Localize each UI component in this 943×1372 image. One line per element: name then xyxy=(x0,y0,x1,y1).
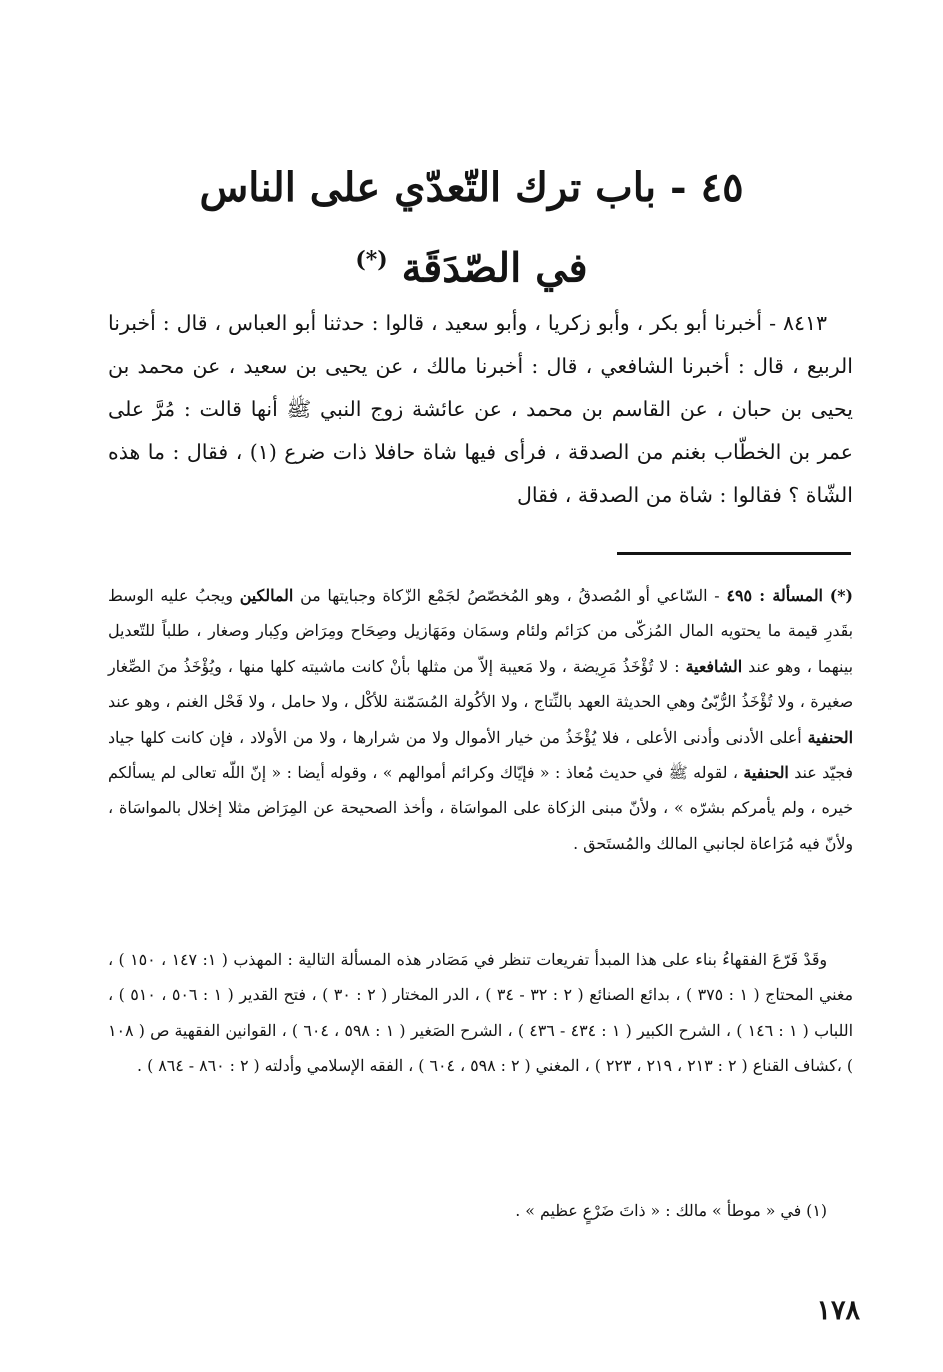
title-note-marker: (*) xyxy=(355,247,388,273)
term-owners: المالكين xyxy=(239,586,294,605)
hadith-number: ٨٤١٣ - xyxy=(769,311,827,335)
footnote-1-text: (١) في « موطأ » مالك : « ذاتَ ضَرْعٍ عظيم » . xyxy=(515,1201,827,1220)
term-hanafi-second: الحنفية xyxy=(743,763,789,783)
page-number: ١٧٨ xyxy=(816,1295,860,1326)
sources-paragraph xyxy=(108,942,853,1084)
hadith-text-continued: ، فقال : ما هذه الشّاة ؟ فقالوا : شاة من الصدقة ، فقال xyxy=(108,440,853,507)
footnote-reference: (١) xyxy=(249,440,277,464)
issue-label: المسألة : ٤٩٥ xyxy=(726,586,823,605)
issue-text-c: : لا تُؤْخَذُ مَرِيضة ، ولا مَعيبة إلاّ من مثلها بأنْ كانت ماشيته كلها منها ، ويُؤْخَذُ منَ الصِّغار صغيرة ، ولا تُؤْخَذُ الرُّبّىُ وهي الحديثة العهد بالنِّتاج ، ولا الأكُولة المُسَمّنة للأكْل ، ولا حامل ، ولا فَحْل الغنم ، وهو عند xyxy=(108,656,853,712)
chapter-title-line2: في الصّدَقَة xyxy=(401,244,588,292)
chapter-title: ٤٥ - باب ترك التّعدّي على الناس xyxy=(199,164,744,211)
hadith-paragraph xyxy=(108,302,853,517)
term-shafii: الشافعية xyxy=(685,656,743,676)
issue-text-a: - السّاعي أو المُصدقُ ، وهو المُخصّصُ لجَمْع الزّكاة وجبايتها من xyxy=(300,586,720,605)
footnote-1 xyxy=(108,1193,853,1228)
issue-footnote xyxy=(108,578,853,861)
sources-text: وقَدْ فَرّعَ الفقهاءُ بناء على هذا المبدأ تفريعات تنظر في مَصَادر هذه المسألة التالية : المهذب ( ١: ١٤٧ ، ١٥٠ ) ، مغني المحتاج ( ١ : ٣٧٥ ) ، بدائع الصنائع ( ٢ : ٣٢ - ٣٤ ) ، الدر المختار ( ٢ : ٣٠ ) ، فتح القدير ( ١ : ٥٠٦ ، ٥١٠ ) ، اللباب ( ١ : ١٤٦ ) ، الشرح الكبير ( ١ : ٤٣٤ - ٤٣٦ ) ، الشرح الصَغير ( ١ : ٥٩٨ ، ٦٠٤ ) ، القوانين الفقهية ص ( ١٠٨ ) ،كشاف القناع ( ٢ : ٢١٣ ، ٢١٩ ، ٢٢٣ ) ، المغني ( ٢ : ٥٩٨ ، ٦٠٤ ) ، الفقه الإسلامي وأدلته ( ٢ : ٨٦٠ - ٨٦٤ ) . xyxy=(108,950,853,1076)
issue-text-d: أعلى الأدنى وأدنى الأعلى ، فلا يُؤْخَذُ من خيار الأموال ولا من شرارها ، ولا من الأولاد ، فإن كانت كلها جياد فجيّد عند xyxy=(108,727,853,783)
issue-marker: (*) xyxy=(829,586,853,605)
footnote-separator xyxy=(617,552,851,555)
chapter-title-continued xyxy=(100,232,843,296)
term-hanafi: الحنفية xyxy=(807,727,853,747)
issue-text-b: ويجبُ عليه الوسط بقَدرِ قيمة ما يحتويه المال المُزكّى من كرَائم ولئام وسمَان ومَهَازيل وصِحَاح ومِرَاض وكِبار وصغار ، طلباً للتّعديل بينهما ، وهو عند xyxy=(108,586,853,676)
hadith-text: أخبرنا أبو بكر ، وأبو زكريا ، وأبو سعيد ، قالوا : حدثنا أبو العباس ، قال : أخبرنا الربيع ، قال : أخبرنا الشافعي ، قال : أخبرنا مالك ، عن يحيى بن سعيد ، عن محمد بن يحيى بن حبان ، عن القاسم بن محمد ، عن عائشة زوج النبي ﷺ أنها قالت : مُرَّ على عمر بن الخطّاب بغنم من الصدقة ، فرأى فيها شاة حافلا ذات ضرع xyxy=(108,311,853,464)
issue-text-e: ، لقوله ﷺ في حديث مُعاذ : « فإيّاك وكرائم أموالهم » ، وقوله أيضا : « إنّ اللّه تعالى لم يسألكم خيره ، ولم يأمركم بشرّه » ، ولأنّ مبنى الزكاة على المواسَاة ، وأخذ الصحيحة عن المِرَاض مثلا إخلال بالمواسَاة ، ولأنّ فيه مُرَاعاة لجانبي المالك والمُستَحق . xyxy=(108,763,853,853)
